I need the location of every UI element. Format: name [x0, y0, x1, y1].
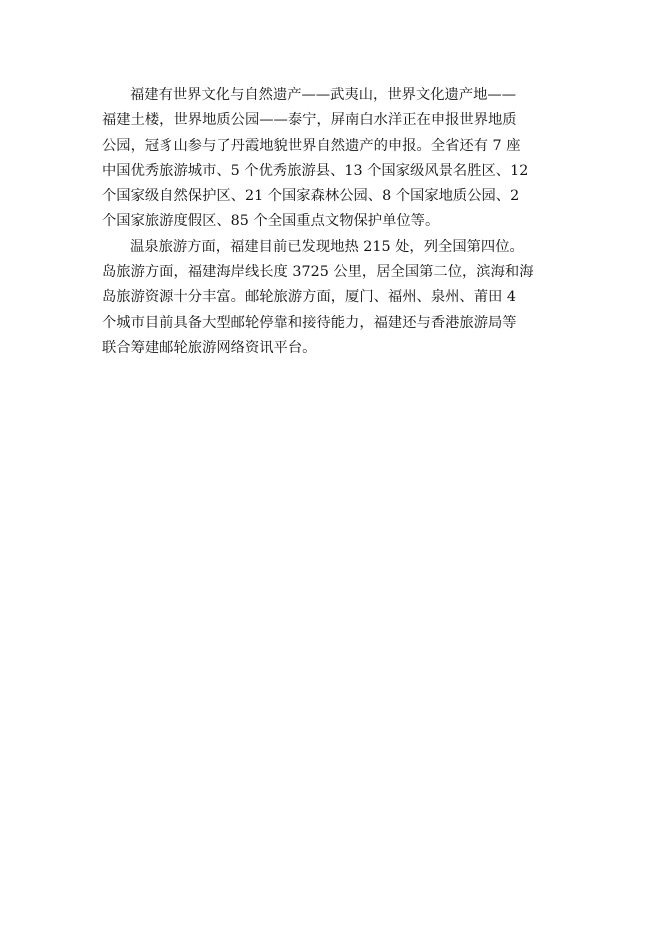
- text-line: 温泉旅游方面，福建目前已发现地热 215 处，列全国第四位。: [130, 238, 524, 255]
- text-line: 岛旅游资源十分丰富。邮轮旅游方面，厦门、福州、泉州、莆田 4: [102, 289, 516, 306]
- text-line: 个国家级自然保护区、21 个国家森林公园、8 个国家地质公园、2: [102, 188, 520, 205]
- paragraph-tourism: [102, 235, 564, 361]
- text-line: 中国优秀旅游城市、5 个优秀旅游县、13 个国家级风景名胜区、12: [102, 162, 529, 179]
- text-line: 岛旅游方面，福建海岸线长度 3725 公里，居全国第二位，滨海和海: [102, 264, 534, 281]
- text-line: 福建土楼，世界地质公园——泰宁，屏南白水洋正在申报世界地质: [102, 112, 517, 129]
- paragraph-heritage: [102, 83, 564, 235]
- text-line: 个城市目前具备大型邮轮停靠和接待能力，福建还与香港旅游局等: [102, 314, 517, 331]
- text-line: 联合筹建邮轮旅游网络资讯平台。: [102, 339, 317, 356]
- text-line: 公园，冠豸山参与了丹霞地貌世界自然遗产的申报。全省还有 7 座: [102, 137, 521, 154]
- text-line: 个国家旅游度假区、85 个全国重点文物保护单位等。: [102, 213, 440, 230]
- text-line: 福建有世界文化与自然遗产——武夷山，世界文化遗产地——: [130, 87, 517, 103]
- document-body: [102, 83, 564, 361]
